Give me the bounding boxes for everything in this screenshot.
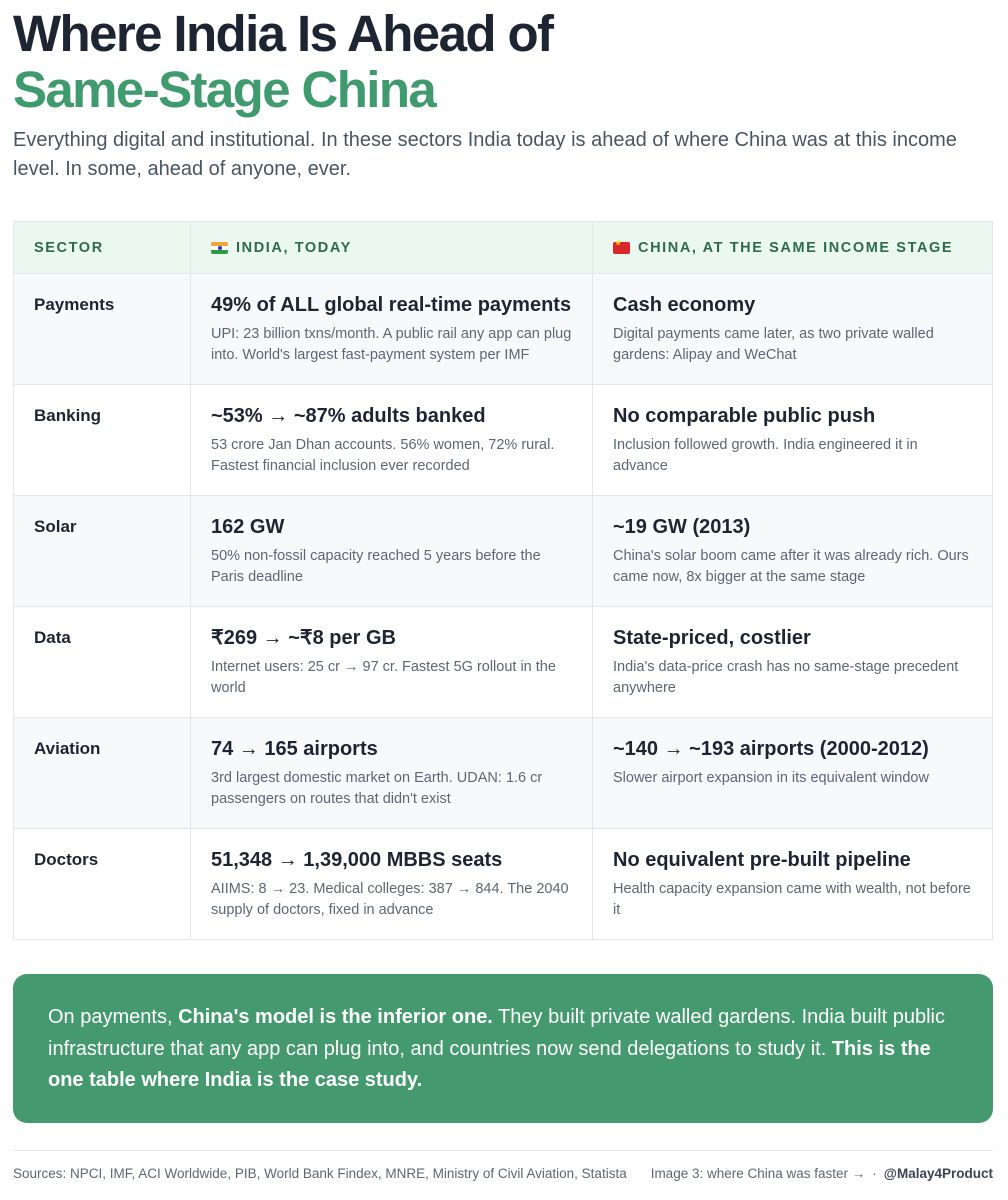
comparison-table bbox=[13, 221, 993, 940]
sector-name: Doctors bbox=[14, 829, 191, 939]
china-cell bbox=[593, 496, 992, 606]
india-cell bbox=[191, 385, 593, 495]
china-detail: Slower airport expansion in its equivalent window bbox=[613, 770, 929, 786]
china-detail: Health capacity expansion came with wealth, not before it bbox=[613, 881, 971, 918]
india-headline: 51,348 → 1,39,000 MBBS seats bbox=[211, 849, 503, 871]
table-row bbox=[14, 606, 992, 717]
callout-text-2: They built private walled gardens. India built public infrastructure that any app can plug into, and countries now send delegations to study it. bbox=[48, 1006, 945, 1060]
china-headline: State-priced, costlier bbox=[613, 627, 811, 649]
sector-name: Aviation bbox=[14, 718, 191, 828]
india-headline: 74 → 165 airports bbox=[211, 738, 378, 760]
next-image-link[interactable]: Image 3: where China was faster → bbox=[650, 1166, 866, 1181]
column-header-sector bbox=[14, 222, 191, 273]
author-handle[interactable]: @Malay4Product bbox=[883, 1166, 993, 1181]
china-cell bbox=[593, 274, 992, 384]
india-cell bbox=[191, 718, 593, 828]
footer-separator: · bbox=[872, 1166, 877, 1181]
india-detail: 3rd largest domestic market on Earth. UDAN: 1.6 cr passengers on routes that didn't exist bbox=[211, 770, 543, 807]
india-detail: 53 crore Jan Dhan accounts. 56% women, 72% rural. Fastest financial inclusion ever recorded bbox=[211, 437, 555, 474]
china-headline: No equivalent pre-built pipeline bbox=[613, 849, 911, 871]
china-cell bbox=[593, 607, 992, 717]
sector-name: Data bbox=[14, 607, 191, 717]
table-row bbox=[14, 828, 992, 939]
india-flag-icon bbox=[211, 242, 228, 254]
title-line-1: Where India Is Ahead of bbox=[13, 5, 553, 62]
china-detail: China's solar boom came after it was already rich. Ours came now, 8x bigger at the same stage bbox=[613, 548, 969, 585]
sector-name: Payments bbox=[14, 274, 191, 384]
callout-bold-1: China's model is the inferior one. bbox=[178, 1006, 493, 1028]
india-cell bbox=[191, 274, 593, 384]
column-header-india-label: INDIA, TODAY bbox=[236, 239, 352, 256]
table-row bbox=[14, 495, 992, 606]
china-cell bbox=[593, 829, 992, 939]
sector-name: Solar bbox=[14, 496, 191, 606]
sector-name: Banking bbox=[14, 385, 191, 495]
subtitle: Everything digital and institutional. In these sectors India today is ahead of where China was at this income level. In some, ahead of anyone, ever. bbox=[13, 129, 957, 180]
india-headline: 162 GW bbox=[211, 516, 285, 538]
india-headline: ₹269 → ~₹8 per GB bbox=[211, 627, 396, 649]
india-headline: ~53% → ~87% adults banked bbox=[211, 405, 486, 427]
china-cell bbox=[593, 385, 992, 495]
footer-right bbox=[651, 1166, 993, 1181]
china-headline: Cash economy bbox=[613, 294, 756, 316]
table-header-row bbox=[14, 222, 992, 273]
page-title bbox=[13, 6, 552, 118]
china-cell bbox=[593, 718, 992, 828]
china-detail: India's data-price crash has no same-stage precedent anywhere bbox=[613, 659, 959, 696]
india-detail: Internet users: 25 cr → 97 cr. Fastest 5G rollout in the world bbox=[211, 659, 556, 696]
table-row bbox=[14, 717, 992, 828]
footer-divider bbox=[13, 1150, 993, 1151]
column-header-india bbox=[191, 222, 593, 273]
india-headline: 49% of ALL global real-time payments bbox=[211, 294, 572, 316]
india-detail: UPI: 23 billion txns/month. A public rail any app can plug into. World's largest fast-payment system per IMF bbox=[211, 326, 572, 363]
column-header-china bbox=[593, 222, 992, 273]
india-detail: 50% non-fossil capacity reached 5 years before the Paris deadline bbox=[211, 548, 541, 585]
china-headline: ~140 → ~193 airports (2000-2012) bbox=[613, 738, 929, 760]
china-detail: Inclusion followed growth. India engineered it in advance bbox=[613, 437, 918, 474]
china-headline: No comparable public push bbox=[613, 405, 876, 427]
india-detail: AIIMS: 8 → 23. Medical colleges: 387 → 844. The 2040 supply of doctors, fixed in advance bbox=[211, 881, 569, 918]
china-detail: Digital payments came later, as two private walled gardens: Alipay and WeChat bbox=[613, 326, 934, 363]
summary-callout bbox=[13, 974, 993, 1123]
india-cell bbox=[191, 829, 593, 939]
china-headline: ~19 GW (2013) bbox=[613, 516, 751, 538]
callout-text-1: On payments, bbox=[48, 1006, 179, 1028]
china-flag-icon bbox=[613, 242, 630, 254]
title-line-2: Same-Stage China bbox=[13, 61, 436, 118]
table-row bbox=[14, 273, 992, 384]
table-row bbox=[14, 384, 992, 495]
column-header-sector-label: SECTOR bbox=[34, 239, 104, 256]
column-header-china-label: CHINA, AT THE SAME INCOME STAGE bbox=[638, 239, 954, 256]
sources-note: Sources: NPCI, IMF, ACI Worldwide, PIB, World Bank Findex, MNRE, Ministry of Civil Aviation, Statista bbox=[13, 1166, 627, 1181]
india-cell bbox=[191, 496, 593, 606]
india-cell bbox=[191, 607, 593, 717]
callout-bold-2: This is the one table where India is the case study. bbox=[48, 1037, 931, 1091]
